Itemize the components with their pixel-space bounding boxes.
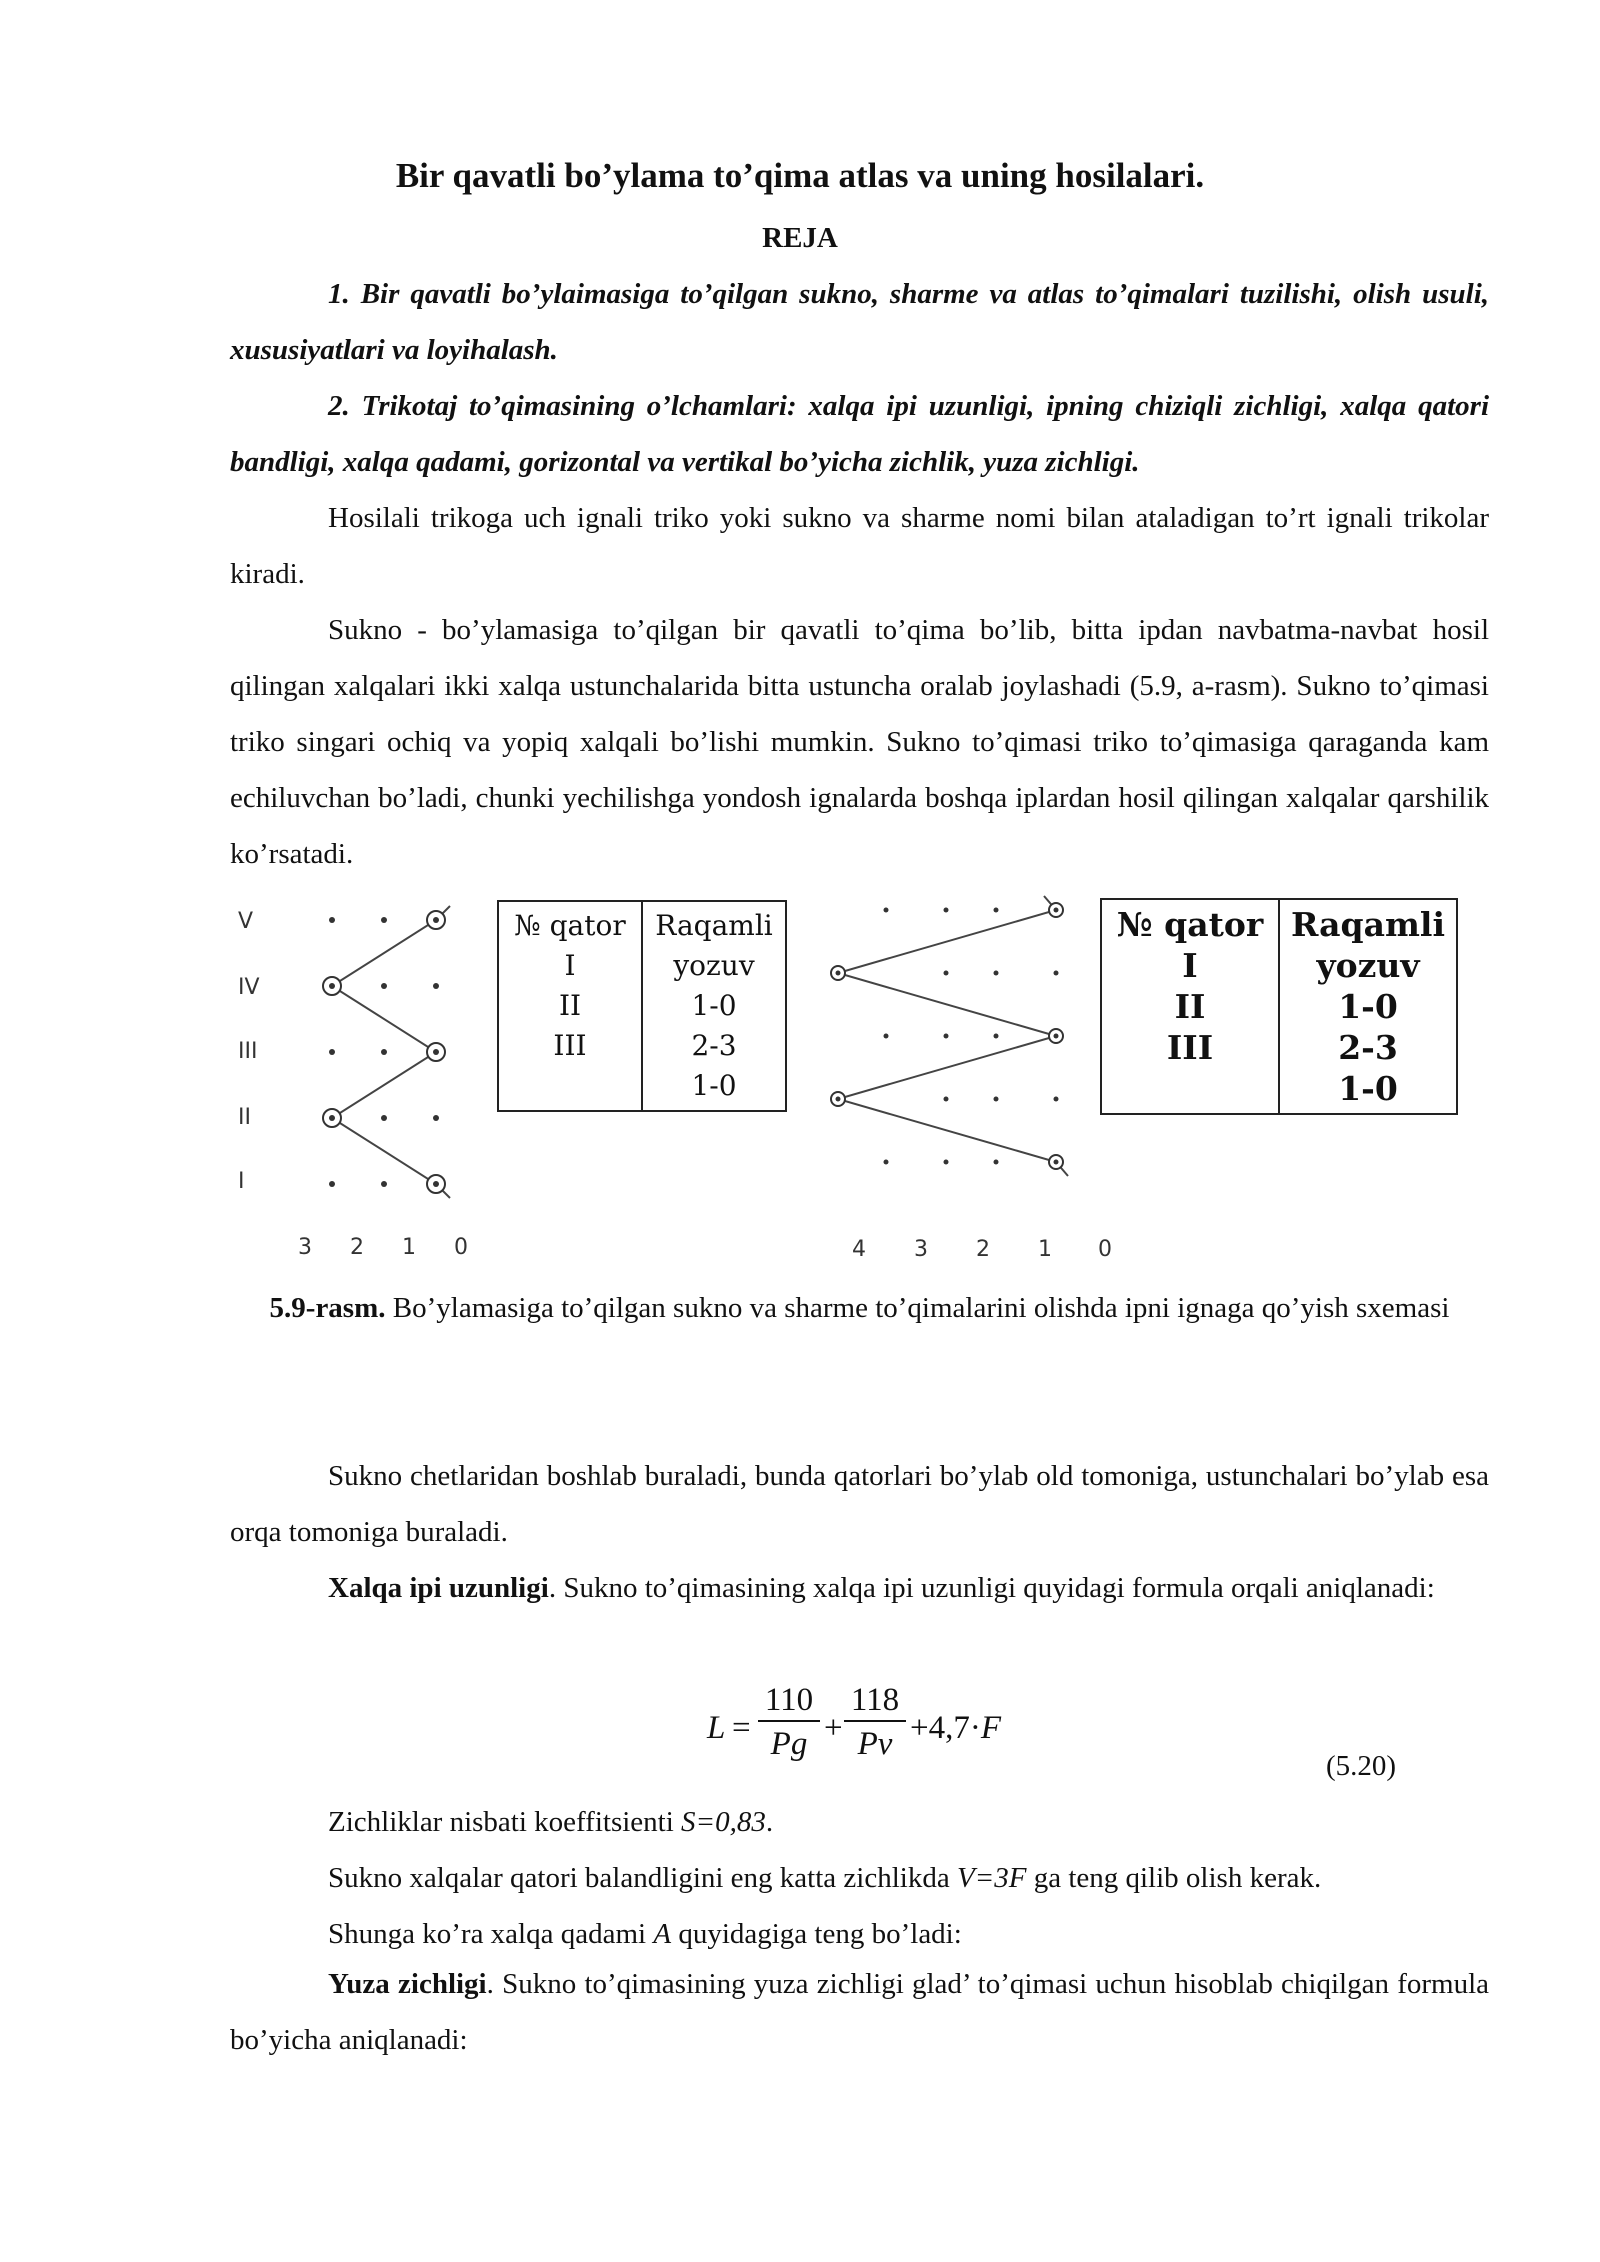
lapping-notation-table-sukno — [497, 900, 787, 1112]
needle-label: 0 — [454, 1235, 468, 1260]
row-label: I — [238, 1169, 245, 1194]
plan-heading: REJA — [762, 222, 838, 254]
needle-label: 3 — [298, 1235, 312, 1260]
plan-item-2: 2. Trikotaj to’qimasining o’lchamlari: xalqa ipi uzunligi, ipning chiziqli zichligi, xalqa qatori bandligi, xalqa qadami, gorizontal va vertikal bo’yicha zichlik, yuza zichligi. — [230, 390, 1489, 478]
needle-label: 3 — [914, 1237, 928, 1262]
paragraph-curling: Sukno chetlaridan boshlab buraladi, bunda qatorlari bo’ylab old tomoniga, ustunchalari bo’ylab esa orqa tomoniga buraladi. — [230, 1460, 1489, 1548]
caption-label: 5.9-rasm. — [269, 1292, 386, 1324]
sukno-lapping-diagram — [232, 898, 482, 1268]
caption-text: Bo’ylamasiga to’qilgan sukno va sharme to’qimalarini olishda ipni ignaga qo’yish sxemasi — [385, 1292, 1450, 1324]
page-title: Bir qavatli bo’ylama to’qima atlas va uning hosilalari. — [395, 156, 1205, 195]
needle-label: 2 — [976, 1237, 990, 1262]
table-header-cell: Raqamli yozuv 1-0 2-3 1-0 — [1279, 899, 1457, 1114]
row-label: V — [238, 909, 254, 934]
table-header-cell: № qator I II III — [1101, 899, 1279, 1114]
formula-equals: = — [732, 1710, 751, 1746]
table-header-cell: № qator I II III — [498, 901, 642, 1111]
needle-label: 4 — [852, 1237, 866, 1262]
paragraph-intro: Hosilali trikoga uch ignali triko yoki sukno va sharme nomi bilan ataladigan to’rt ignali trikolar kiradi. — [230, 502, 1489, 590]
yarn-path — [838, 896, 1068, 1176]
lapping-notation-table-sharme — [1100, 898, 1458, 1115]
paragraph-loop-step: Shunga ko’ra xalqa qadami A quyidagiga teng bo’ladi: — [328, 1918, 962, 1950]
formula-tail: +4,7·F — [910, 1710, 1002, 1746]
formula-fraction-2: 118 Pv — [844, 1680, 906, 1766]
paragraph-loop-length: Xalqa ipi uzunligi. Sukno to’qimasining xalqa ipi uzunligi quyidagi formula orqali aniqlanadi: — [328, 1572, 1435, 1604]
paragraph-density-ratio: Zichliklar nisbati koeffitsienti S=0,83. — [328, 1806, 774, 1838]
formula-lhs: L — [707, 1710, 726, 1746]
row-label: II — [238, 1105, 251, 1130]
term-surface-density: Yuza zichligi — [328, 1968, 487, 2000]
equation-number: (5.20) — [1326, 1750, 1397, 1782]
needle-label: 0 — [1098, 1237, 1112, 1262]
needle-points — [329, 917, 439, 1187]
sharme-lapping-diagram — [826, 890, 1126, 1270]
needle-label: 1 — [402, 1235, 416, 1260]
formula-plus: + — [824, 1710, 843, 1746]
paragraph-surface-density: Yuza zichligi. Sukno to’qimasining yuza zichligi glad’ to’qimasi uchun hisoblab chiqilgan formula bo’yicha aniqlanadi: — [230, 1968, 1489, 2056]
row-label: III — [238, 1039, 258, 1064]
formula-fraction-1: 110 Pg — [758, 1680, 820, 1766]
figure-caption — [230, 1280, 1489, 1336]
needle-points — [884, 908, 1059, 1165]
term-loop-length: Xalqa ipi uzunligi — [328, 1572, 549, 1604]
paragraph-sukno: Sukno - bo’ylamasiga to’qilgan bir qavatli to’qima bo’lib, bitta ipdan navbatma-navbat hosil qilingan xalqalari ikki xalqa ustunchalarida bitta ustuncha oralab joylashadi (5.9, a-rasm). Sukno to’qimasi triko singari ochiq va yopiq xalqali bo’lishi mumkin. Sukno to’qimasi triko to’qimasiga qaraganda kam echiluvchan bo’ladi, chunki yechilishga yondosh ignalarda boshqa iplardan hosil qilingan xalqalar qarshilik ko’rsatadi. — [230, 614, 1489, 870]
table-header-cell: Raqamli yozuv 1-0 2-3 1-0 — [642, 901, 786, 1111]
needle-label: 1 — [1038, 1237, 1052, 1262]
needle-label: 2 — [350, 1235, 364, 1260]
plan-item-1: 1. Bir qavatli bo’ylaimasiga to’qilgan sukno, sharme va atlas to’qimalari tuzilishi, olish usuli, xususiyatlari va loyihalash. — [230, 278, 1489, 366]
paragraph-row-height: Sukno xalqalar qatori balandligini eng katta zichlikda V=3F ga teng qilib olish kerak. — [328, 1862, 1322, 1894]
row-label: IV — [238, 975, 260, 1000]
